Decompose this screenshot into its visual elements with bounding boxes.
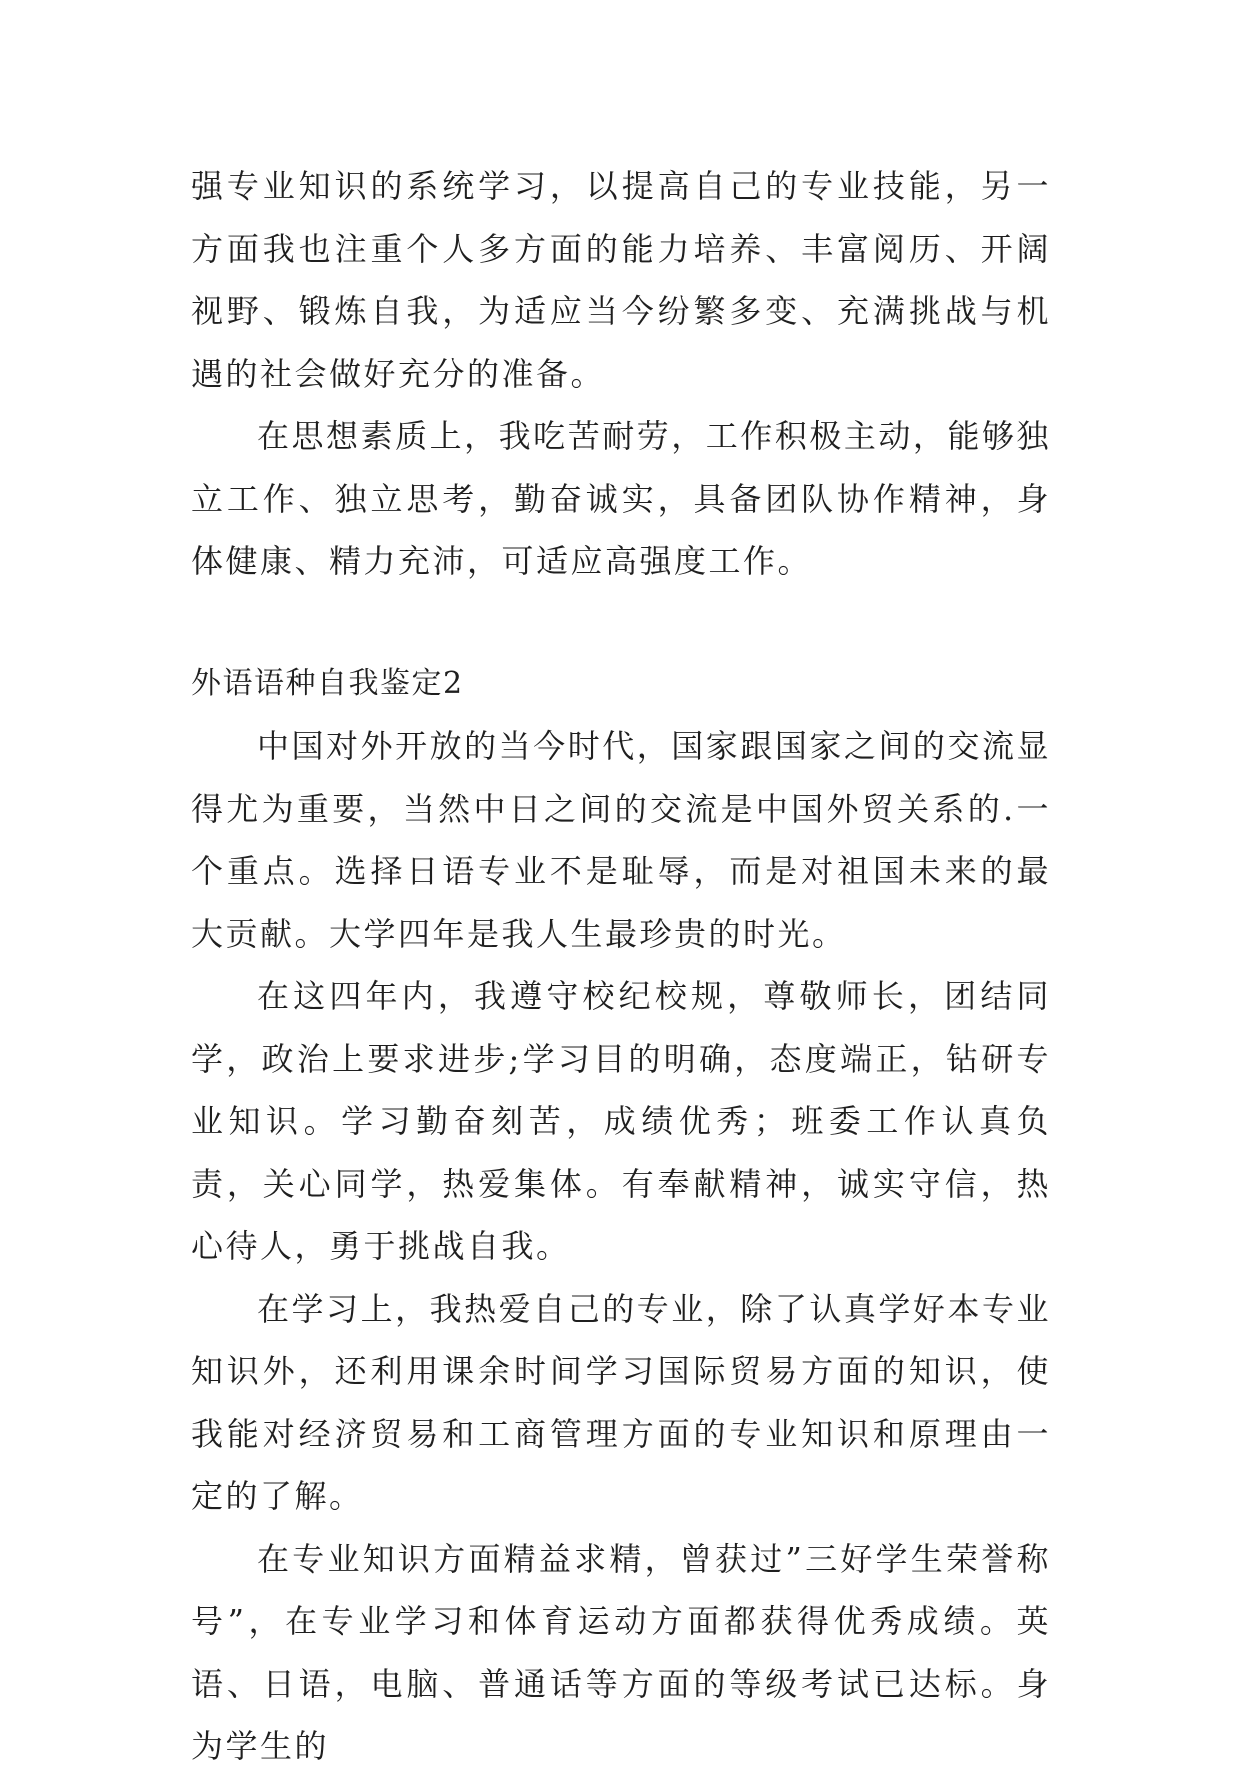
paragraph-study: 在学习上，我热爱自己的专业，除了认真学好本专业知识外，还利用课余时间学习国际贸易方面的知识，使我能对经济贸易和工商管理方面的专业知识和原理由一定的了解。 [191,1289,1051,1515]
section-heading: 外语语种自我鉴定2 [191,665,464,701]
document-body [191,155,1051,1778]
paragraph-continued: 强专业知识的系统学习，以提高自己的专业技能，另一方面我也注重个人多方面的能力培养、丰富阅历、开阔视野、锻炼自我，为适应当今纷繁多变、充满挑战与机遇的社会做好充分的准备。 [191,167,1051,393]
paragraph-four-years: 在这四年内，我遵守校纪校规，尊敬师长，团结同学，政治上要求进步;学习目的明确，态度端正，钻研专业知识。学习勤奋刻苦，成绩优秀；班委工作认真负责，关心同学，热爱集体。有奉献精神，诚实守信，热心待人，勇于挑战自我。 [191,977,1051,1265]
paragraph-achievements: 在专业知识方面精益求精，曾获过”三好学生荣誉称号”，在专业学习和体育运动方面都获得优秀成绩。英语、日语，电脑、普通话等方面的等级考试已达标。身为学生的 [191,1539,1051,1765]
paragraph-intro: 中国对外开放的当今时代，国家跟国家之间的交流显得尤为重要，当然中日之间的交流是中国外贸关系的.一个重点。选择日语专业不是耻辱，而是对祖国未来的最大贡献。大学四年是我人生最珍贵的时光。 [191,727,1051,953]
paragraph-ideological-quality: 在思想素质上，我吃苦耐劳，工作积极主动，能够独立工作、独立思考，勤奋诚实，具备团队协作精神，身体健康、精力充沛，可适应高强度工作。 [191,417,1051,580]
